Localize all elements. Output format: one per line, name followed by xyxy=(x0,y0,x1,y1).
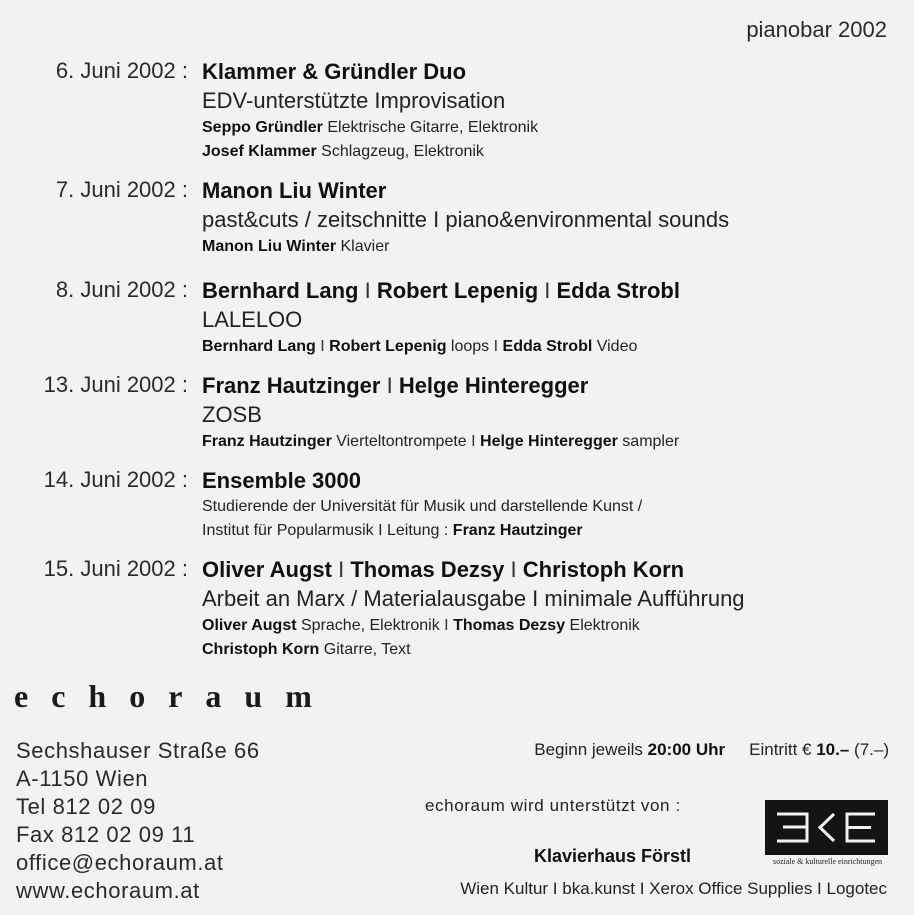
artist-name: Thomas Dezsy xyxy=(350,557,505,582)
event-credits xyxy=(202,638,902,662)
sponsor-list: Wien Kultur I bka.kunst I Xerox Office Supplies I Logotec xyxy=(460,879,887,898)
entry-price: 10.– xyxy=(816,740,850,759)
performer-name: Seppo Gründler xyxy=(202,119,323,136)
event-artists xyxy=(202,58,902,86)
artist-name: Oliver Augst xyxy=(202,557,332,582)
event-title: EDV-unterstützte Improvisation xyxy=(202,88,506,113)
credit-text: loops xyxy=(446,338,494,355)
event-credits xyxy=(202,430,902,454)
event-artists xyxy=(202,556,902,584)
performer-name: Bernhard Lang xyxy=(202,338,316,355)
performer-name: Helge Hinteregger xyxy=(480,433,618,450)
performer-name: Christoph Korn xyxy=(202,641,320,658)
separator: I xyxy=(380,373,399,398)
performer-name: Josef Klammer xyxy=(202,143,317,160)
event-title: ZOSB xyxy=(202,402,262,427)
artist-name: Ensemble 3000 xyxy=(202,468,361,493)
begin-label: Beginn jeweils xyxy=(534,740,648,759)
performer-name: Robert Lepenig xyxy=(329,338,447,355)
event-body xyxy=(202,467,902,543)
artist-name: Christoph Korn xyxy=(522,557,685,582)
address-block xyxy=(16,737,260,905)
event-body xyxy=(202,58,902,164)
event-artists xyxy=(202,372,902,400)
credit-text: Gitarre, Text xyxy=(319,641,411,658)
event-date: 15. Juni 2002 : xyxy=(43,556,188,581)
performer-name: Franz Hautzinger xyxy=(452,522,583,539)
event-artists xyxy=(202,277,902,305)
artist-name: Robert Lepenig xyxy=(376,278,539,303)
credit-text: Institut für Popularmusik I Leitung : xyxy=(202,522,453,539)
event-date: 14. Juni 2002 : xyxy=(43,467,188,492)
begin-time: 20:00 Uhr xyxy=(647,740,726,759)
artist-name: Helge Hinteregger xyxy=(398,373,589,398)
main-sponsor: Klavierhaus Förstl xyxy=(534,846,692,866)
performer-name: Edda Strobl xyxy=(502,338,593,355)
separator: I xyxy=(504,557,523,582)
separator: I xyxy=(493,338,503,355)
event-artists xyxy=(202,177,902,205)
event-title: past&cuts / zeitschnitte I piano&environmental sounds xyxy=(202,207,730,232)
support-label: echoraum wird unterstützt von : xyxy=(425,796,681,815)
address-tel: Tel 812 02 09 xyxy=(16,794,156,819)
event-body xyxy=(202,177,902,259)
event-title: Arbeit an Marx / Materialausgabe I minimale Aufführung xyxy=(202,586,745,611)
separator: I xyxy=(444,617,454,634)
separator: I xyxy=(332,557,351,582)
performer-name: Thomas Dezsy xyxy=(453,617,566,634)
credit-text: Vierteltontrompete xyxy=(331,433,472,450)
event-date: 6. Juni 2002 : xyxy=(55,58,188,83)
event-body xyxy=(202,556,902,662)
credit-text: Schlagzeug, Elektronik xyxy=(316,143,484,160)
event-credits xyxy=(202,140,902,164)
event-title: LALELOO xyxy=(202,307,303,332)
event-info xyxy=(534,740,889,760)
credit-text: Klavier xyxy=(336,238,390,255)
artist-name: Bernhard Lang xyxy=(202,278,359,303)
event-credits xyxy=(202,235,902,259)
artist-name: Franz Hautzinger xyxy=(202,373,381,398)
address-fax: Fax 812 02 09 11 xyxy=(16,822,196,847)
venue-name: echoraum xyxy=(14,678,335,714)
address-city: A-1150 Wien xyxy=(16,766,149,791)
event-body xyxy=(202,277,902,359)
event-artists xyxy=(202,467,902,495)
event-date: 13. Juni 2002 : xyxy=(43,372,188,397)
event-date: 8. Juni 2002 : xyxy=(55,277,188,302)
performer-name: Franz Hautzinger xyxy=(202,433,332,450)
event-date: 7. Juni 2002 : xyxy=(55,177,188,202)
credit-text: Elektronik xyxy=(565,617,640,634)
separator: I xyxy=(471,433,481,450)
performer-name: Manon Liu Winter xyxy=(202,238,337,255)
separator: I xyxy=(315,338,330,355)
separator: I xyxy=(358,278,377,303)
event-credits xyxy=(202,614,902,638)
credit-text: Sprache, Elektronik xyxy=(296,617,445,634)
credit-text: sampler xyxy=(617,433,680,450)
address-web[interactable]: www.echoraum.at xyxy=(16,878,200,903)
event-body xyxy=(202,372,902,454)
logo-caption: soziale & kulturelle einrichtungen xyxy=(772,857,883,866)
separator: I xyxy=(538,278,557,303)
credit-text: Elektrische Gitarre, Elektronik xyxy=(322,119,539,136)
event-credits xyxy=(202,116,902,140)
event-credits xyxy=(202,519,902,543)
credit-text: Studierende der Universität für Musik und darstellende Kunst / xyxy=(202,498,643,515)
artist-name: Edda Strobl xyxy=(556,278,680,303)
artist-name: Manon Liu Winter xyxy=(202,178,387,203)
ske-logo-icon xyxy=(765,800,888,855)
event-credits xyxy=(202,335,902,359)
event-credits xyxy=(202,495,902,519)
page-title: pianobar 2002 xyxy=(746,17,887,42)
performer-name: Oliver Augst xyxy=(202,617,297,634)
artist-name: Klammer & Gründler Duo xyxy=(202,59,467,84)
address-street: Sechshauser Straße 66 xyxy=(16,738,260,763)
entry-label: Eintritt € xyxy=(749,740,817,759)
credit-text: Video xyxy=(592,338,638,355)
entry-reduced: (7.–) xyxy=(849,740,889,759)
address-email[interactable]: office@echoraum.at xyxy=(16,850,224,875)
